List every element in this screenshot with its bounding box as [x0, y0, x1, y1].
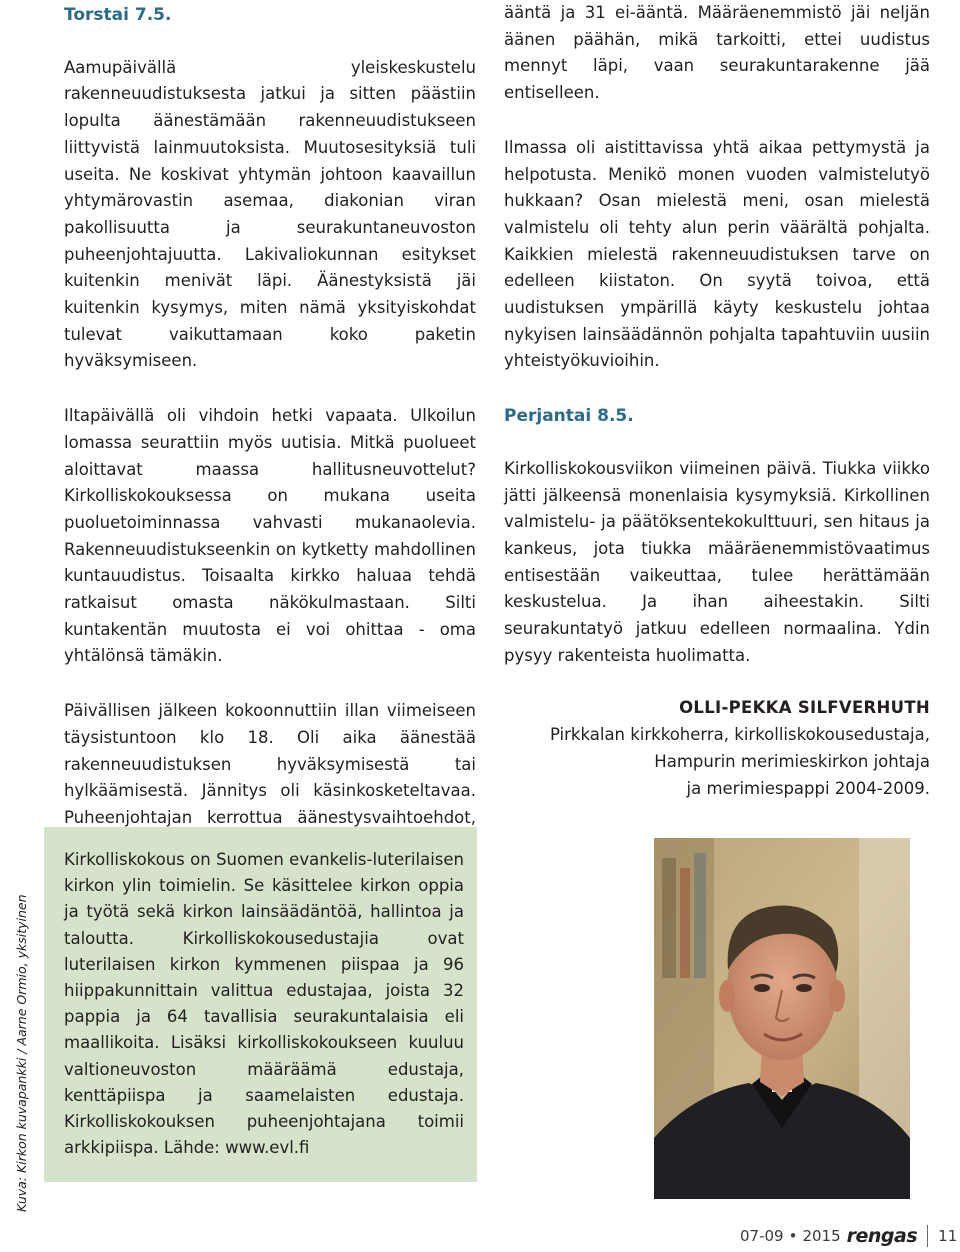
- author-title-line: ja merimiespappi 2004-2009.: [686, 778, 930, 798]
- page-number: 11: [938, 1227, 958, 1245]
- heading-friday: Perjantai 8.5.: [504, 406, 634, 427]
- paragraph: Aamupäivällä yleiskeskustelu rakenneuudistuksesta jatkui ja sitten päästiin lopulta äänestämään rakenneuudistukseen liittyvistä lainmuutoksista. Muutosesityksiä tuli useita. Ne koskivat yhtymän johtoon kaavaillun yhtymärovastin asemaa, diakonian viran pakollisuutta ja seurakuntaneuvoston puheenjohtajuutta. Lakivaliokunnan esitykset kuitenkin menivät läpi. Äänestyksistä jäi kuitenkin kysymys, miten nämä yksityiskohdat tulevat vaikuttamaan koko paketin hyväksymiseen.: [64, 57, 476, 371]
- author-title-line: Hampurin merimieskirkon johtaja: [654, 751, 930, 771]
- paragraph: Kirkolliskokousviikon viimeinen päivä. Tiukka viikko jätti jälkeensä monenlaisia kysymyksiä. Kirkollinen valmistelu- ja päätöksentekokulttuuri, sen hitaus ja kankeus, jota tiukka määräenemmistövaatimus entisestään vaikeuttaa, tulee herättämään keskustelua. Ja ihan aiheestakin. Silti seurakuntatyö jatkuu edelleen normaalina. Ydin pysyy rakenteista huolimatta.: [504, 458, 930, 665]
- bullet: •: [788, 1227, 798, 1245]
- paragraph: Iltapäivällä oli vihdoin hetki vapaata. Ulkoilun lomassa seurattiin myös uutisia. Mitkä puolueet aloittavat maassa hallitusneuvottelut? Kirkolliskokouksessa on mukana useita puoluetoiminnassa vahvasti mukanaolevia. Rakenneuudistukseenkin on kytketty mahdollinen kuntauudistus. Toisaalta kirkko haluaa tehdä ratkaisut omasta näkökulmastaan. Silti kuntakentän muutosta ei voi ohittaa - oma yhtälönsä tämäkin.: [64, 406, 476, 666]
- author-title-line: Pirkkalan kirkkoherra, kirkolliskokousedustaja,: [549, 725, 930, 745]
- paragraph: Päivällisen jälkeen kokoonnuttiin illan viimeiseen täysistuntoon klo 18. Oli aika äänestää rakenneuudistuksen hyväksymisestä tai hylkäämisestä. Jännitys oli käsinkosketeltavaa. Puheenjohtajan kerrottua äänestysvaihtoehdot,: [64, 701, 476, 827]
- left-column: [64, 2, 476, 858]
- divider: [927, 1225, 928, 1247]
- rengas-logo: rengas: [846, 1225, 918, 1247]
- info-box-text: Kirkolliskokous on Suomen evankelis-luterilaisen kirkon ylin toimielin. Se käsittelee kirkon oppia ja työtä sekä kirkon lainsäädäntöä, hallintoa ja taloutta. Kirkolliskokousedustajia ovat luterilaisen kirkon kymmenen piispaa ja 96 hiippakunnittain valittua edustajaa, joista 32 pappia ja 64 tavallisia seurakuntalaisia eli maallikoita. Lisäksi kirkolliskokoukseen kuuluu valtioneuvoston määräämä edustaja, kenttäpiispa ja saamelaisten edustaja. Kirkolliskokouksen puheenjohtajana toimii arkkipiispa. Lähde: www.evl.fi: [64, 850, 464, 1158]
- photo-credit: [0, 827, 28, 1212]
- portrait-photo: [654, 838, 910, 1199]
- issue-number: 07-09: [740, 1227, 784, 1245]
- author-name: OLLI-PEKKA SILFVERHUTH: [679, 698, 930, 718]
- right-column: [504, 0, 930, 802]
- paragraph: ääntä ja 31 ei-ääntä. Määräenemmistö jäi neljän äänen päähän, mikä tarkoitti, ettei uudistus mennyt läpi, vaan seurakuntarakenne jää entiselleen.: [504, 3, 930, 103]
- signature: [504, 695, 930, 802]
- portrait-photo-icon: [654, 838, 910, 1199]
- photo-credit-text: Kuva: Kirkon kuvapankki / Aarne Ormio, yksityinen: [14, 894, 29, 1212]
- heading-thursday: Torstai 7.5.: [64, 5, 172, 25]
- paragraph: Ilmassa oli aistittavissa yhtä aikaa pettymystä ja helpotusta. Menikö monen vuoden valmistelutyö hukkaan? Osan mielestä meni, osan mielestä valmistelu oli tehty alun perin väärältä pohjalta. Kaikkien mielestä rakenneuudistuksen tarve on edelleen kiistaton. On syytä toivoa, että uudistuksen ympärillä käyty keskustelu johtaa nykyisen lainsäädännön pohjalta tapahtuviin uusiin yhteistyökuvioihin.: [504, 137, 930, 371]
- year: 2015: [802, 1227, 841, 1245]
- page-footer: [740, 1224, 957, 1248]
- info-box: [44, 827, 477, 1182]
